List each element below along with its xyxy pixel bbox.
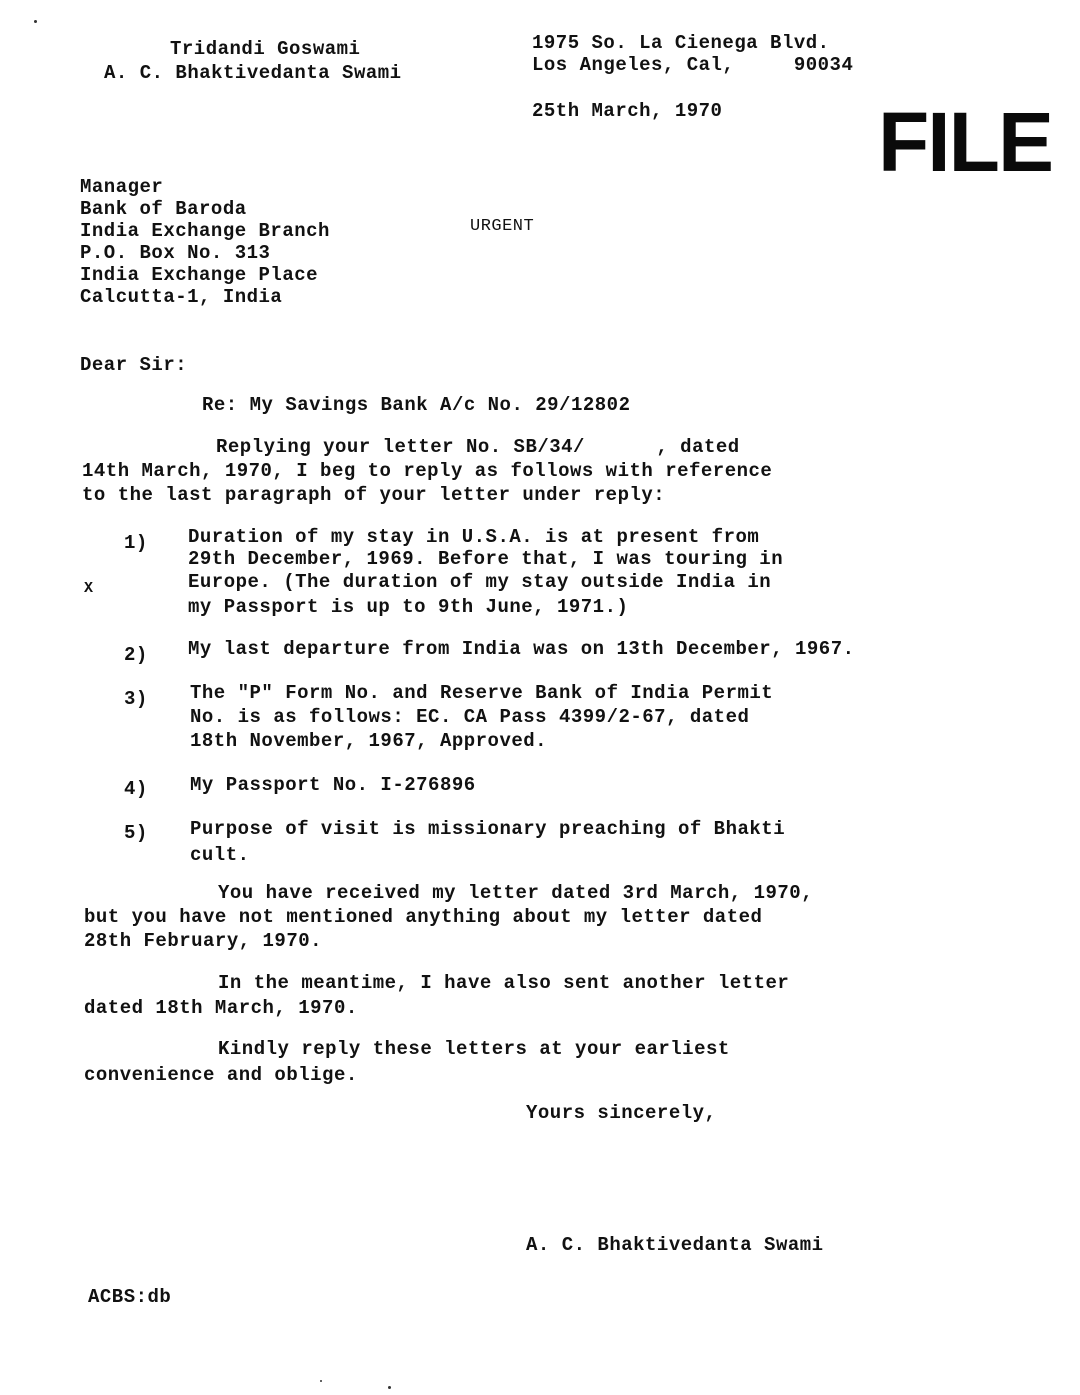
item-number: 1) — [124, 532, 148, 554]
para-1-line: but you have not mentioned anything about my letter dated — [84, 906, 763, 928]
reference-line: Re: My Savings Bank A/c No. 29/12802 — [202, 394, 631, 416]
item-5-line: cult. — [190, 844, 250, 866]
para-2-line: In the meantime, I have also sent another letter — [218, 972, 790, 994]
recipient-line: P.O. Box No. 313 — [80, 242, 271, 264]
intro-line: Replying your letter No. SB/34/ , dated — [216, 436, 740, 458]
item-4-line: My Passport No. I-276896 — [190, 774, 476, 796]
para-1-line: 28th February, 1970. — [84, 930, 323, 952]
urgent-label: URGENT — [470, 217, 535, 236]
speck-mark — [34, 20, 37, 23]
speck-mark — [388, 1386, 391, 1389]
item-1-line: Duration of my stay in U.S.A. is at present from — [188, 526, 760, 548]
item-3-line: No. is as follows: EC. CA Pass 4399/2-67, dated — [190, 706, 750, 728]
sender-name: A. C. Bhaktivedanta Swami — [104, 62, 402, 84]
recipient-line: Calcutta-1, India — [80, 286, 283, 308]
item-number: 4) — [124, 778, 148, 800]
address-street: 1975 So. La Cienega Blvd. — [532, 32, 830, 54]
item-1-line: my Passport is up to 9th June, 1971.) — [188, 596, 629, 618]
signature-name: A. C. Bhaktivedanta Swami — [526, 1234, 824, 1256]
sender-title: Tridandi Goswami — [170, 38, 361, 60]
speck-mark — [320, 1380, 322, 1382]
item-3-line: 18th November, 1967, Approved. — [190, 730, 548, 752]
item-1-line: 29th December, 1969. Before that, I was touring in — [188, 548, 784, 570]
para-3-line: convenience and oblige. — [84, 1064, 358, 1086]
item-number: 2) — [124, 644, 148, 666]
address-city: Los Angeles, Cal, 90034 — [532, 54, 854, 76]
item-number: 5) — [124, 822, 148, 844]
recipient-line: Manager — [80, 176, 164, 198]
letter-date: 25th March, 1970 — [532, 100, 723, 122]
item-5-line: Purpose of visit is missionary preaching of Bhakti — [190, 818, 786, 840]
intro-line: to the last paragraph of your letter under reply: — [82, 484, 666, 506]
recipient-line: India Exchange Place — [80, 264, 319, 286]
item-2-line: My last departure from India was on 13th December, 1967. — [188, 638, 855, 660]
margin-mark: X — [84, 580, 94, 597]
recipient-line: Bank of Baroda — [80, 198, 247, 220]
intro-line: 14th March, 1970, I beg to reply as follows with reference — [82, 460, 773, 482]
item-number: 3) — [124, 688, 148, 710]
typist-initials: ACBS:db — [88, 1286, 172, 1308]
para-2-line: dated 18th March, 1970. — [84, 997, 358, 1019]
salutation: Dear Sir: — [80, 354, 188, 376]
recipient-line: India Exchange Branch — [80, 220, 330, 242]
para-3-line: Kindly reply these letters at your earliest — [218, 1038, 730, 1060]
item-1-line: Europe. (The duration of my stay outside India in — [188, 571, 772, 593]
para-1-line: You have received my letter dated 3rd March, 1970, — [218, 882, 814, 904]
item-3-line: The "P" Form No. and Reserve Bank of India Permit — [190, 682, 774, 704]
file-stamp: FILE — [878, 95, 1052, 189]
closing: Yours sincerely, — [526, 1102, 717, 1124]
